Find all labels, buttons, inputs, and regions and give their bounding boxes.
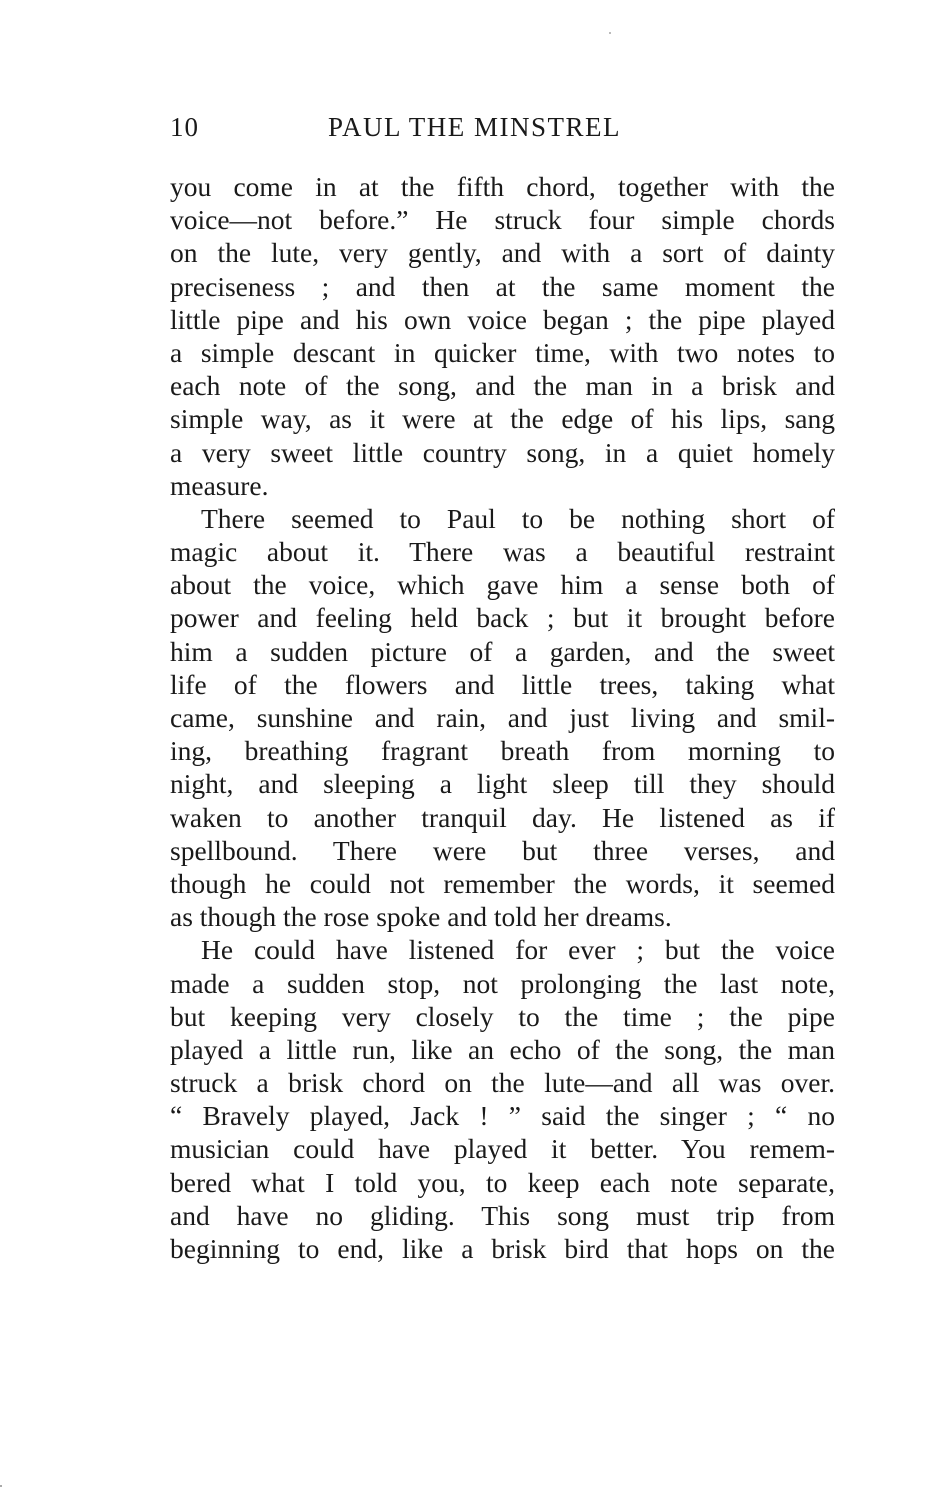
text-line: a very sweet little country song, in a quiet homely [170,436,835,468]
paragraph-first-line: There seemed to Paul to be nothing short of [201,502,835,534]
text-line: beginning to end, like a brisk bird that hops on the [170,1233,835,1264]
text-line: though he could not remember the words, it seemed [170,867,835,899]
text-line: on the lute, very gently, and with a sort of dainty [170,237,835,269]
text-line: as though the rose spoke and told her dreams. [170,901,672,933]
text-line: bered what I told you, to keep each note separate, [170,1166,835,1198]
text-line: you come in at the fifth chord, together with the [170,171,835,202]
text-line: “ Bravely played, Jack ! ” said the singer ; “ no [170,1100,835,1132]
text-line: him a sudden picture of a garden, and the sweet [170,635,835,667]
text-line: ing, breathing fragrant breath from morning to [170,735,835,767]
text-line: magic about it. There was a beautiful restraint [170,536,835,568]
text-line: waken to another tranquil day. He listened as if [170,801,835,833]
text-line: each note of the song, and the man in a brisk and [170,370,835,402]
text-line: power and feeling held back ; but it brought before [170,602,835,634]
running-title: PAUL THE MINSTREL [328,112,622,142]
body-text [170,170,835,1265]
text-line: came, sunshine and rain, and just living and smil- [170,702,835,733]
text-line: played a little run, like an echo of the song, the man [170,1033,835,1065]
page-header [170,112,835,148]
text-line: but keeping very closely to the time ; the pipe [170,1000,835,1032]
page-number: 10 [170,112,199,142]
paragraph-first-line: He could have listened for ever ; but the voice [201,934,835,966]
paper-speck [609,32,611,34]
text-line: made a sudden stop, not prolonging the last note, [170,967,835,999]
text-line: life of the flowers and little trees, taking what [170,668,835,700]
text-line: spellbound. There were but three verses, and [170,834,835,866]
text-line: measure. [170,469,269,501]
margin-mark [0,1485,2,1487]
text-line: preciseness ; and then at the same moment the [170,270,835,302]
text-line: a simple descant in quicker time, with two notes to [170,336,835,368]
text-line: struck a brisk chord on the lute—and all was over. [170,1067,835,1099]
text-line: musician could have played it better. You remem- [170,1133,835,1165]
text-line: about the voice, which gave him a sense both of [170,569,835,601]
text-line: and have no gliding. This song must trip from [170,1199,835,1231]
text-line: night, and sleeping a light sleep till they should [170,768,835,800]
text-line: voice—not before.” He struck four simple chords [170,204,835,236]
text-line: simple way, as it were at the edge of his lips, sang [170,403,835,435]
text-line: little pipe and his own voice began ; the pipe played [170,303,835,335]
